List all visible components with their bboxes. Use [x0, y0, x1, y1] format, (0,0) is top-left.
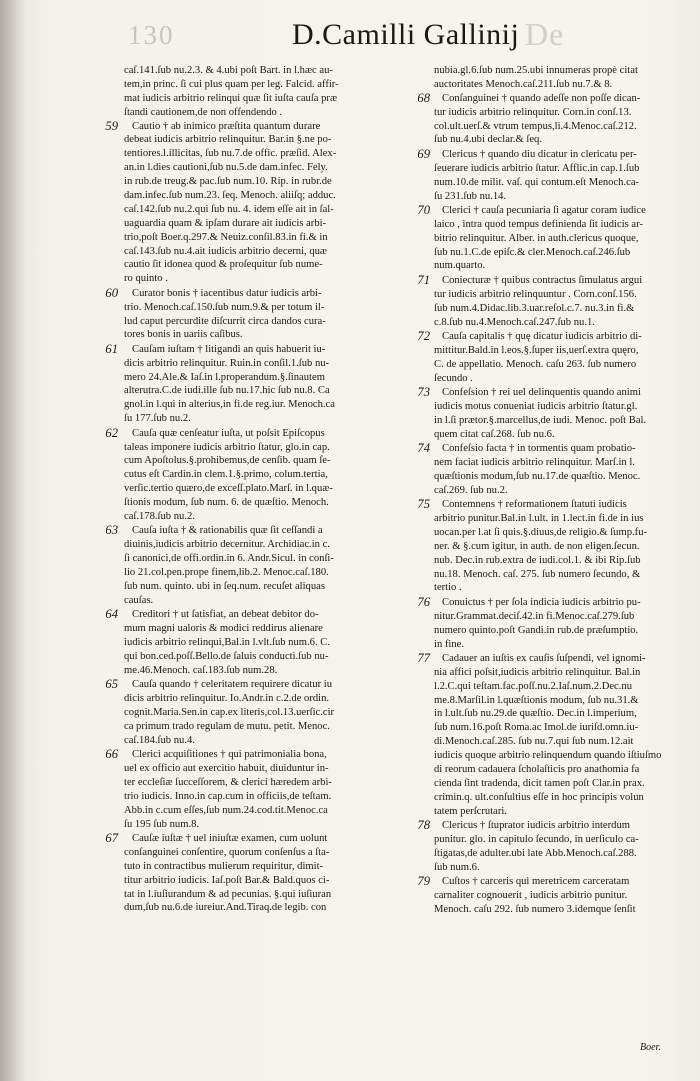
- numbered-entry: [417, 146, 680, 204]
- entry-line: tatem perſcrutari.: [434, 805, 507, 817]
- entry-line: nitur.Grammat.deciſ.42.in fi.Menoc.caſ.279.ſub: [434, 610, 635, 622]
- entry-line: nia affici poſsit,iudicis arbitrio relinquitur. Bal.in: [434, 666, 641, 678]
- entry-line: caſ.142.ſub nu.2.qui ſub nu. 4. idem eſſe ait in ſal-: [124, 203, 334, 215]
- entry-line: ſu 195 ſub num.8.: [124, 818, 200, 830]
- entry-line: mero 24.Ale.& Iaſ.in l.properandum.§.ſinautem: [124, 371, 325, 383]
- entry-line: qui bon.ced.poſſ.Bello.de ſaluis conducti.ſub nu-: [124, 650, 329, 662]
- entry-line: ſub num. quinto. ubi in ſeq.num. recuſet aliquas: [124, 580, 325, 592]
- entry-line: tentiores.l.illicitas, ſub nu.7.de offic. præſid. Alex-: [124, 148, 337, 160]
- show-through-text: De: [525, 16, 565, 52]
- entry-line: ſub num.6.: [434, 861, 480, 873]
- entry-line: cognit.Maria.Sen.in cap.ex literis,col.13.uerſic.cir: [124, 706, 335, 718]
- entry-line: ſub nu.1.C.de epiſc.& cler.Menoch.caſ.246.ſub: [434, 246, 631, 258]
- page-number: 130: [128, 20, 175, 50]
- entry-line: dicis arbitrio relinquitur. Ruin.in conſil.1.ſub nu-: [124, 357, 330, 369]
- entry-line: cutus eſt Cardin.in clem.1.§.primo, colum.tertia,: [124, 469, 328, 481]
- entry-number: 68: [417, 90, 430, 105]
- entry-line: di reorum cadauera ſcholaſticis pro anathomia fa: [434, 764, 640, 776]
- entry-line: laico , intra quod tempus definienda ſit iudicis ar-: [434, 218, 643, 230]
- entry-line: ſub num.16.poſt Roma.ac Imol.de iuriſd.omn.iu-: [434, 722, 639, 734]
- entry-line: bitrio relinquitur. Alber. in auth.clericus quoque,: [434, 232, 639, 244]
- entry-line: in l.ult.ſub nu.29.de quæſtio. Dec.in l.imperium,: [434, 708, 637, 720]
- numbered-entry: [417, 384, 680, 442]
- entry-line: gnol.in l.qui in alterius,in fi.de reg.iur. Menoch.ca: [124, 399, 335, 411]
- entry-line: ſub nu.4.ubi declar.& ſeq.: [434, 134, 542, 146]
- entry-line: ſeuerare iudicis arbitrio ſtatur. Afflic.in cap.1.ſub: [434, 162, 640, 174]
- entry-line: verſic.tertio quæro,de exceſſ.plato.Marſ. in l.quæ-: [124, 483, 333, 495]
- entry-line: Cauſa quando † celeritatem requirere dicatur iu: [132, 679, 333, 691]
- entry-line: in l.ſi prætor.§.marcellus,de iudi. Menoc. poſt Bal.: [434, 414, 647, 426]
- numbered-entry: [417, 328, 680, 386]
- entry-line: Abb.in c.cum eſſes,ſub num.24.cod.tit.Menoc.ca: [124, 804, 328, 816]
- entry-line: ca primum trado regulam de mutu. petit. Menoc.: [124, 720, 330, 732]
- entry-line: quem citat caſ.268. ſub nu.6.: [434, 428, 555, 440]
- entry-number: 64: [105, 607, 118, 622]
- entry-line: iudicis quoque arbitrio relinquendum quando iſtiuſmo: [434, 750, 662, 762]
- numbered-entry: [105, 425, 420, 524]
- numbered-entry: [105, 523, 420, 607]
- entry-number: 61: [105, 341, 118, 356]
- entry-line: caſ.143.ſub nu.4.ait iudicis arbitrio decerni, quæ: [124, 245, 327, 257]
- continuation-line: mat iudicis arbitrio relinqui quæ ſit iuſta cauſa præ: [124, 92, 338, 104]
- entry-number: 73: [417, 384, 430, 399]
- entry-line: taleas imponere iudicis arbitrio ſtatur, glo.in cap.: [124, 441, 330, 453]
- entry-line: Menoch. caſu 292. ſub numero 3.idemque ſenſit: [434, 903, 636, 915]
- entry-line: l.2.C.qui teſtam.fac.poſſ.nu.2.Iaſ.num.2.Dec.nu: [434, 680, 633, 692]
- entry-line: Conuictus † per ſola indicia iudicis arbitrio pu-: [442, 596, 641, 608]
- numbered-entry: [105, 341, 420, 426]
- entry-number: 79: [417, 874, 430, 889]
- entry-line: mittitur.Bald.in l.eos.§.ſuper iis,uerſ.extra quęro,: [434, 344, 639, 356]
- numbered-entry: [417, 650, 680, 819]
- entry-line: Cauſæ iuſtæ † uel iniuſtæ examen, cum uolunt: [132, 832, 328, 844]
- entry-line: ſu 177.ſub nu.2.: [124, 413, 191, 425]
- entry-line: tores bonis in uariis caſibus.: [124, 329, 243, 341]
- entry-line: Contemnens † reformationem ſtatuti iudicis: [442, 499, 627, 511]
- entry-line: arbitrio punitur.Bal.in l.ult. in 1.lect.in fi.de in ius: [434, 513, 644, 524]
- entry-line: Coniecturæ † quibus contractus ſimulatus argui: [442, 274, 643, 286]
- continuation-line: auctoritates Menoch.caſ.211.ſub nu.7.& 8.: [434, 78, 613, 90]
- entry-line: dicis arbitrio relinquitur. Io.Andr.in c.2.de ordin.: [124, 693, 330, 705]
- entry-line: me.46.Menoch. caſ.183.ſub num.28.: [124, 664, 278, 676]
- entry-line: punitur. glo. in capitulo ſecundo, in uerſiculo ca-: [434, 833, 639, 845]
- entry-line: an.in l.dies cautioni,ſub nu.5.de dam.infec. Fely.: [124, 162, 328, 174]
- continuation-line: tem,in princ. ſi cui plus quam per leg. Falcid. affir-: [124, 78, 339, 90]
- entry-number: 66: [105, 747, 118, 762]
- entry-line: conſanguinei conſentire, quorum conſenſus a ſta-: [124, 846, 330, 858]
- numbered-entry: [105, 677, 420, 747]
- numbered-entry: [105, 830, 420, 915]
- entry-line: mum magni ualoris & modici reddirus alienare: [124, 623, 323, 635]
- running-head: D.Camilli Gallinij: [292, 18, 520, 51]
- entry-line: lio 21.col.pen.prope finem,lib.2. Menoc.caſ.180.: [124, 567, 329, 579]
- entry-line: Confeſsion † rei uel delinquentis quando animi: [442, 386, 641, 398]
- numbered-entry: [417, 441, 680, 498]
- entry-line: quæſtionis modum,ſub nu.17.de quæſtio. Menoc.: [434, 470, 641, 482]
- entry-number: 72: [417, 328, 430, 343]
- entry-line: numero quinto.poſt Gandi.in rub.de præſumptio.: [434, 624, 639, 636]
- entry-line: crimin.q. ult.conſultius eſſe in hoc principis volun: [434, 791, 644, 803]
- entry-line: diuinis,iudicis arbitrio decernitur. Archidiac.in c.: [124, 539, 330, 551]
- entry-number: 74: [417, 441, 430, 456]
- entry-line: uocan.per l.at ſi quis.§.diuus,de religio.& ſump.fu-: [434, 526, 648, 538]
- entry-line: Clericus † ſtuprator iudicis arbitrio interdum: [442, 820, 630, 832]
- entry-line: ſecundo .: [434, 372, 473, 384]
- entry-number: 77: [417, 650, 430, 665]
- entry-number: 59: [105, 118, 118, 133]
- numbered-entry: [417, 272, 680, 330]
- entry-line: di.Menoch.caſ.285. ſub nu.7.qui ſub num.12.ait: [434, 736, 634, 748]
- entry-line: num.10.de milit. vaſ. qui contum.eſt Menoch.ca-: [434, 176, 640, 188]
- numbered-entry: [105, 747, 420, 831]
- entry-line: Clerici acquiſitiones † qui patrimonialia bona,: [132, 749, 327, 761]
- entry-number: 71: [417, 272, 430, 287]
- entry-line: ro quinto .: [124, 273, 168, 285]
- entry-line: nem faciat iudicis arbitrio relinquitur. Marſ.in l.: [434, 456, 635, 468]
- continuation-line: nubia.gl.6.ſub num.25.ubi innumeras propè citat: [434, 65, 638, 76]
- entry-line: Cauſa quæ cenſeatur iuſta, ut poſsit Epiſcopus: [132, 427, 325, 439]
- entry-line: Cauſa iuſta † & rationabilis quæ ſit ceſſandi a: [132, 525, 323, 537]
- entry-line: iudicis arbitrio relinqui,Bal.in l.vlt.ſub num.6. C.: [124, 637, 330, 649]
- entry-line: alterutra.C.de iudi.ille ſub nu.17.hic ſub nu.8. Ca: [124, 385, 330, 397]
- entry-line: carnaliter cognouerit , iudicis arbitrio punitur.: [434, 890, 628, 902]
- entry-line: caſ.269. ſub nu.2.: [434, 484, 508, 496]
- numbered-entry: [105, 118, 420, 287]
- entry-line: dum,ſub nu.6.de iureiur.And.Tiraq.de legib. con: [124, 902, 327, 914]
- numbered-entry: [417, 594, 680, 652]
- entry-line: ſtionis modum, ſub num. 6. de quæſtio. Menoch.: [124, 497, 329, 509]
- entry-line: C. de appellatio. Menoch. caſu 263. ſub numero: [434, 358, 637, 370]
- entry-line: trio,poſt Boer.q.297.& Neuiz.conſil.83.in fi.& in: [124, 231, 328, 243]
- entry-line: num.quarto.: [434, 260, 486, 272]
- entry-line: Clericus † quando diu dicatur in clericatu per-: [442, 148, 637, 160]
- entry-line: lud caput percurdite diſcurrit circa dandos cura-: [124, 315, 326, 327]
- entry-line: debeat iudicis arbitrio relinquitur. Bar.in §.ne po-: [124, 134, 332, 146]
- entry-line: Cauſa capitalis † quę dicatur iudicis arbitrio di-: [442, 330, 642, 342]
- entry-line: trio. Menoch.caſ.150.ſub num.9.& per totum il-: [124, 301, 325, 313]
- entry-line: tur iudicis arbitrio relinquuntur . Corn.conſ.156.: [434, 288, 637, 300]
- entry-line: c.8.ſub nu.4.Menoch.caſ.247.ſub nu.1.: [434, 316, 595, 328]
- entry-line: nu.18. Menoch. caſ. 275. ſub numero ſecundo, &: [434, 568, 641, 580]
- entry-line: cauſas.: [124, 594, 154, 606]
- entry-line: iudicis motus conueniat iudicis arbitrio ſtatur.gl.: [434, 400, 638, 412]
- entry-number: 78: [417, 818, 430, 833]
- numbered-entry: [417, 202, 680, 273]
- entry-line: col.ult.uerſ.& vtrum tempus,li.4.Menoc.caſ.212.: [434, 120, 637, 132]
- entry-line: cienda ſint tradenda, dicit tamen poſt Clar.in prax.: [434, 777, 645, 789]
- entry-line: Clerici † cauſa pecuniaria ſi agatur coram iudice: [442, 204, 646, 216]
- continuation-line: caſ.141.ſub nu.2.3. & 4.ubi poſt Bart. in l.hæc au-: [124, 65, 333, 76]
- entry-line: ner. & §.cum igitur, in auth. de non eligen.ſecun.: [434, 540, 640, 552]
- entry-line: Conſanguinei † quando adeſſe non poſſe dican-: [442, 92, 641, 104]
- entry-line: tat in l.iuſiurandum & ad pecunias. §.qui iuſiuran: [124, 888, 332, 900]
- right-text-column: [417, 64, 680, 917]
- entry-line: ſi canonici,de offi.ordin.in 6. Andr.Sicul. in conſi-: [124, 553, 334, 565]
- entry-line: nub. Dec.in rub.extra de iudi.col.1. & ibi Rip.ſub: [434, 554, 641, 566]
- entry-line: tuto in contractibus mulierum requiritur, dimit-: [124, 860, 324, 872]
- continuation-line: ſtandi cautionem,de non offendendo .: [124, 106, 283, 118]
- entry-number: 65: [105, 677, 118, 692]
- entry-number: 62: [105, 425, 118, 440]
- entry-line: Cuſtos † carceris qui meretricem carceratam: [442, 876, 630, 888]
- entry-line: ſu 231.ſub nu.14.: [434, 190, 507, 202]
- entry-line: caſ.184.ſub nu.4.: [124, 734, 195, 746]
- binding-gutter-shadow: [0, 0, 26, 1081]
- entry-line: Cautio † ab inimico præſtita quantum durare: [132, 120, 321, 132]
- numbered-entry: [417, 90, 680, 148]
- entry-number: 70: [417, 202, 430, 217]
- entry-number: 76: [417, 594, 430, 609]
- numbered-entry: [417, 497, 680, 595]
- entry-line: trio iudicis. Inno.in cap.cum in officiis,de teſtam.: [124, 790, 332, 802]
- numbered-entry: [105, 607, 420, 677]
- entry-line: caſ.178.ſub nu.2.: [124, 511, 195, 522]
- catchword: Boer.: [640, 1042, 661, 1053]
- entry-line: me.8.Marſil.in l.quæſtionis modum, ſub nu.31.&: [434, 694, 639, 706]
- entry-number: 69: [417, 146, 430, 161]
- entry-line: uaguardia quam & ipſam durare ait iudicis arbi-: [124, 217, 327, 229]
- left-text-column: [105, 64, 420, 915]
- entry-number: 75: [417, 497, 430, 512]
- numbered-entry: [417, 818, 680, 875]
- entry-line: cautio ſit idonea quod & proſequitur ſub nume-: [124, 259, 323, 271]
- numbered-entry: [417, 874, 680, 917]
- entry-line: titur arbitrio iudicis. Iaſ.poſt Bar.& Bald.quos ci-: [124, 874, 330, 886]
- entry-line: ſtigatas,de adulter.ubi late Abb.Menoch.caſ.288.: [434, 847, 637, 859]
- entry-line: uel ex officio aut exercitio habuit, diuiduntur in-: [124, 763, 329, 775]
- entry-line: tertio .: [434, 582, 462, 594]
- entry-line: dam.infec.ſub num.23. ſeq. Menoch. aliiſq; adduc.: [124, 190, 336, 202]
- entry-line: ſub num.4.Didac.lib.3.uar.reſol.c.7. nu.3.in fi.&: [434, 302, 635, 314]
- entry-line: Cauſam iuſtam † litigandi an quis habuerit iu-: [132, 343, 326, 355]
- entry-line: Cadauer an iuſtis ex cauſis ſuſpendi, vel ignomi-: [442, 652, 646, 664]
- entry-number: 63: [105, 523, 118, 538]
- entry-number: 67: [105, 830, 118, 845]
- entry-line: Curator bonis † iacentibus datur iudicis arbi-: [132, 287, 322, 299]
- entry-line: tur iudicis arbitrio relinquitur. Corn.in conſ.13.: [434, 106, 632, 118]
- entry-number: 60: [105, 285, 118, 300]
- entry-line: ter eccleſiæ ſucceſſorem, & clerici hæredem arbi-: [124, 776, 332, 788]
- entry-line: in fine.: [434, 638, 465, 650]
- entry-line: cum Apoſtolus.§.prohibemus,de cenſib. quam ſe-: [124, 455, 331, 467]
- entry-line: in rub.de treug.& pac.ſub num.10. Rip. in rubr.de: [124, 176, 332, 188]
- entry-line: Creditori † ut ſatisfiat, an debeat debitor do-: [132, 609, 319, 621]
- entry-line: Confeſsio facta † in tormentis quam probatio-: [442, 443, 636, 455]
- numbered-entry: [105, 285, 420, 343]
